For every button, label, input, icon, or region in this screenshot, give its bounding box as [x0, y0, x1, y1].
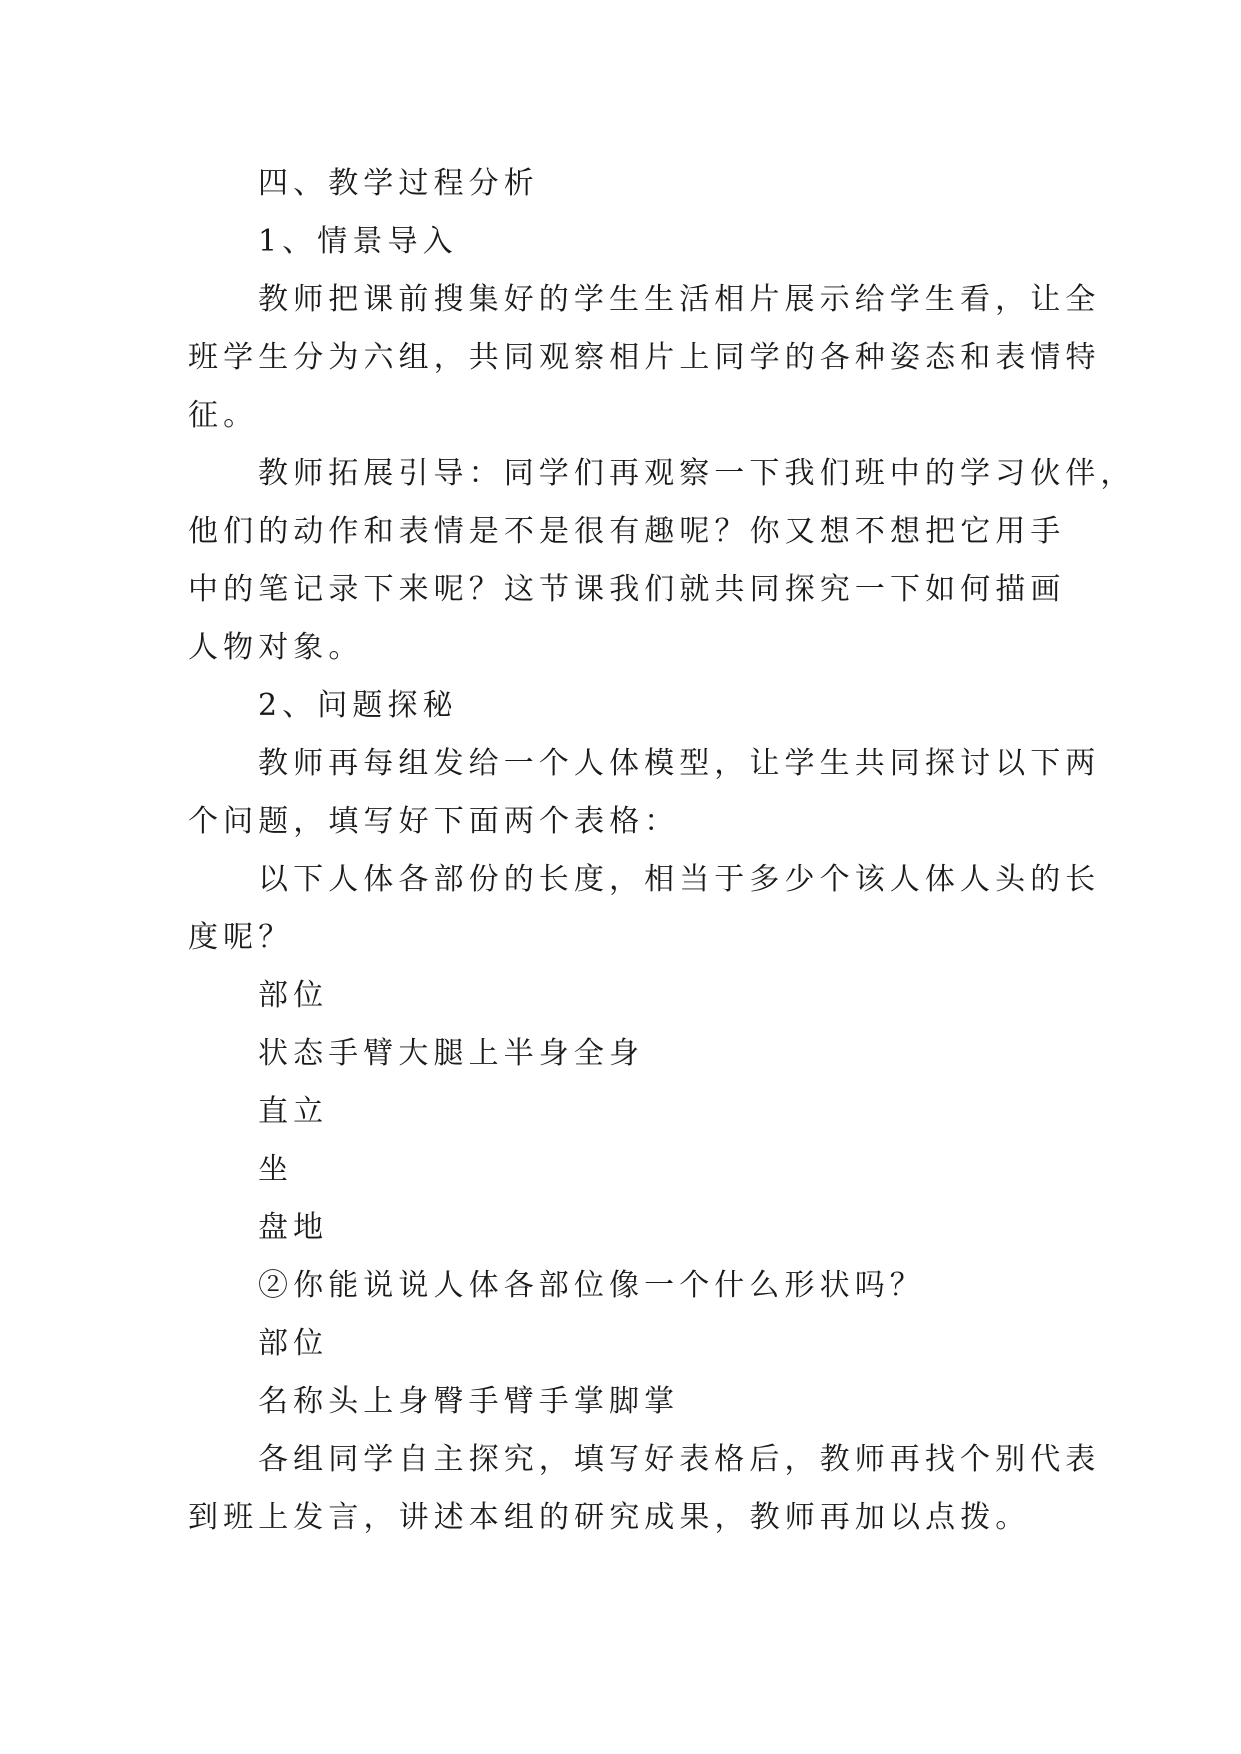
section-heading: 四、教学过程分析 [258, 166, 539, 201]
table1-row-stand: 直立 [258, 1094, 329, 1129]
table1-row-state: 状态手臂大腿上半身全身 [258, 1036, 645, 1071]
paragraph-3-line-2: 个问题，填写好下面两个表格： [188, 804, 680, 839]
paragraph-4-line-1: 以下人体各部份的长度，相当于多少个该人体人头的长 [258, 862, 1101, 897]
paragraph-4-line-2: 度呢？ [188, 920, 294, 955]
subsection-heading-1: 1、情景导入 [258, 224, 458, 259]
table2-header: 部位 [258, 1326, 329, 1361]
subsection-heading-2: 2、问题探秘 [258, 688, 458, 723]
table1-header: 部位 [258, 978, 329, 1013]
paragraph-1-line-3: 征。 [188, 398, 259, 433]
paragraph-3-line-1: 教师再每组发给一个人体模型，让学生共同探讨以下两 [258, 746, 1101, 781]
paragraph-2-line-3: 中的笔记录下来呢？这节课我们就共同探究一下如何描画 [188, 572, 1066, 607]
question-2: ②你能说说人体各部位像一个什么形状吗？ [258, 1268, 925, 1303]
paragraph-1-line-1: 教师把课前搜集好的学生生活相片展示给学生看，让全 [258, 282, 1101, 317]
paragraph-5-line-2: 到班上发言，讲述本组的研究成果，教师再加以点拨。 [188, 1500, 1031, 1535]
paragraph-5-line-1: 各组同学自主探究，填写好表格后，教师再找个别代表 [258, 1442, 1101, 1477]
table1-row-cross: 盘地 [258, 1210, 329, 1245]
paragraph-1-line-2: 班学生分为六组，共同观察相片上同学的各种姿态和表情特 [188, 340, 1101, 375]
paragraph-2-line-2: 他们的动作和表情是不是很有趣呢？你又想不想把它用手 [188, 514, 1066, 549]
table1-row-sit: 坐 [258, 1152, 294, 1187]
paragraph-2-line-1: 教师拓展引导：同学们再观察一下我们班中的学习伙伴， [258, 456, 1136, 491]
table2-row-names: 名称头上身臀手臂手掌脚掌 [258, 1384, 680, 1419]
paragraph-2-line-4: 人物对象。 [188, 630, 364, 665]
